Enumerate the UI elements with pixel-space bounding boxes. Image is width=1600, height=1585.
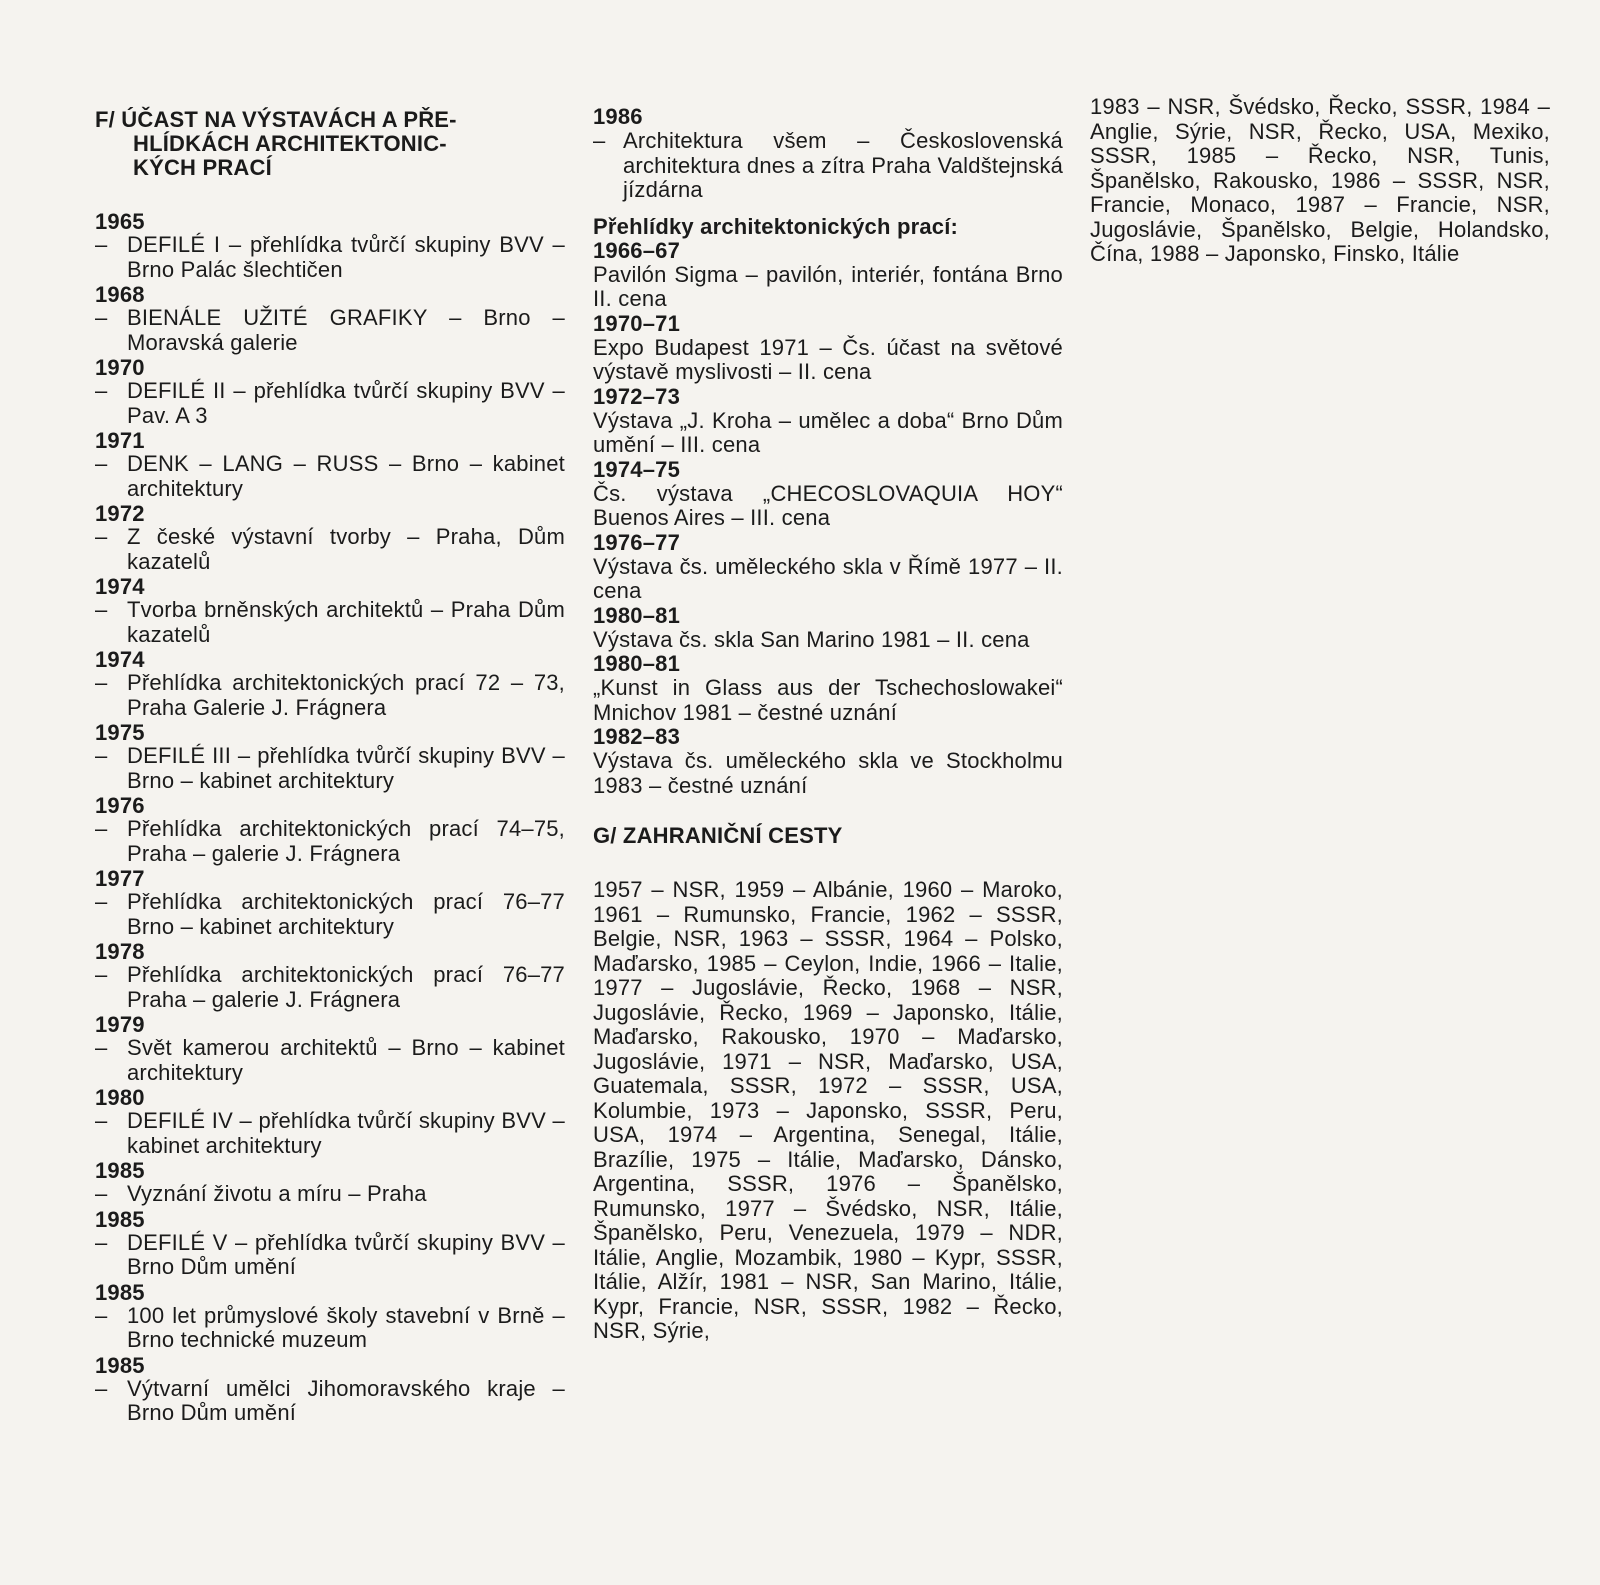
- exhibition-text: – 100 let průmyslové školy stavební v Brně – Brno technické muzeum: [95, 1302, 565, 1352]
- section-f-heading-line3: KÝCH PRACÍ: [133, 155, 272, 180]
- review-year: 1970–71: [593, 310, 681, 336]
- exhibition-text: – DEFILÉ II – přehlídka tvůrčí skupiny BVV – Pav. A 3: [95, 378, 565, 428]
- exhibition-year: 1985: [95, 1206, 145, 1232]
- exhibition-year: 1968: [95, 282, 145, 307]
- review-year: 1980–81: [593, 602, 681, 628]
- exhibition-text: – Tvorba brněnských architektů – Praha Dům kazatelů: [95, 597, 565, 647]
- exhibition-text: – Svět kamerou architektů – Brno – kabinet architektury: [95, 1035, 565, 1085]
- exhibition-text: – Přehlídka architektonických prací 76–77 Brno – kabinet architektury: [95, 889, 565, 939]
- exhibition-year: 1979: [95, 1012, 145, 1037]
- exhibition-text: – DENK – LANG – RUSS – Brno – kabinet architektury: [95, 451, 565, 501]
- exhibition-year: 1972: [95, 501, 145, 526]
- column-exhibitions: [95, 108, 565, 1427]
- exhibition-text: – DEFILÉ V – přehlídka tvůrčí skupiny BVV – Brno Dům umění: [95, 1229, 565, 1279]
- exhibition-year: 1965: [95, 209, 145, 234]
- travel-continued-text: 1983 – NSR, Švédsko, Řecko, SSSR, 1984 – Anglie, Sýrie, NSR, Řecko, USA, Mexiko, SSSR, 1985 – Řecko, NSR, Tunis, Španělsko, Rakousko, 1986 – SSSR, NSR, Francie, Monaco, 1987 – Francie, NSR, Jugoslávie, Španělsko, Belgie, Holandsko, Čína, 1988 – Japonsko, Finsko, Itálie: [1090, 94, 1550, 266]
- exhibition-year: 1985: [95, 1279, 145, 1305]
- exhibition-year: 1974: [95, 647, 145, 672]
- review-text: Výstava čs. skla San Marino 1981 – II. cena: [593, 626, 1030, 652]
- exhibition-year: 1985: [95, 1352, 145, 1378]
- review-year: 1976–77: [593, 529, 681, 555]
- exhibition-text: – Vyznání životu a míru – Praha: [95, 1181, 427, 1206]
- review-year: 1980–81: [593, 651, 681, 676]
- exhibition-year: 1974: [95, 574, 145, 599]
- review-text: Čs. výstava „CHECOSLOVAQUIA HOY“ Buenos Aires – III. cena: [593, 480, 1063, 530]
- exhibition-year: 1970: [95, 355, 145, 380]
- exhibition-text: – Přehlídka architektonických prací 76–77 Praha – galerie J. Frágnera: [95, 962, 565, 1012]
- review-year: 1974–75: [593, 456, 681, 482]
- review-year: 1966–67: [593, 237, 681, 263]
- exhibition-text: – Architektura všem – Československá architektura dnes a zítra Praha Valdštejnská jízdárna: [593, 128, 1063, 202]
- reviews-heading: Přehlídky architektonických prací:: [593, 213, 959, 239]
- exhibition-list: [95, 210, 565, 1426]
- section-f-heading: [95, 108, 565, 180]
- review-text: Výstava čs. uměleckého skla ve Stockholmu 1983 – čestné uznání: [593, 748, 1063, 798]
- review-year: 1972–73: [593, 383, 681, 409]
- exhibition-year: 1976: [95, 793, 145, 818]
- exhibition-text: – BIENÁLE UŽITÉ GRAFIKY – Brno – Moravská galerie: [95, 305, 565, 355]
- review-year: 1982–83: [593, 724, 681, 749]
- section-g-heading: G/ ZAHRANIČNÍ CESTY: [593, 823, 843, 848]
- exhibition-year: 1986: [593, 104, 643, 129]
- exhibition-text: – DEFILÉ I – přehlídka tvůrčí skupiny BVV – Brno Palác šlechtičen: [95, 232, 565, 282]
- exhibition-year: 1971: [95, 428, 145, 453]
- exhibition-year: 1975: [95, 720, 145, 745]
- section-f-heading-line2: HLÍDKÁCH ARCHITEKTONIC-: [133, 131, 447, 156]
- review-text: Pavilón Sigma – pavilón, interiér, fontána Brno II. cena: [593, 261, 1063, 311]
- exhibition-text: – Z české výstavní tvorby – Praha, Dům kazatelů: [95, 524, 565, 574]
- exhibition-text: – Přehlídka architektonických prací 72 – 73, Praha Galerie J. Frágnera: [95, 670, 565, 720]
- section-g-text: 1957 – NSR, 1959 – Albánie, 1960 – Maroko, 1961 – Rumunsko, Francie, 1962 – SSSR, Belgie, NSR, 1963 – SSSR, 1964 – Polsko, Maďarsko, 1985 – Ceylon, Indie, 1966 – Italie, 1977 – Jugoslávie, Řecko, 1968 – NSR, Jugoslávie, Řecko, 1969 – Japonsko, Itálie, Maďarsko, Rakousko, 1970 – Maďarsko, Jugoslávie, 1971 – NSR, Maďarsko, USA, Guatemala, SSSR, 1972 – SSSR, USA, Kolumbie, 1973 – Japonsko, SSSR, Peru, USA, 1974 – Argentina, Senegal, Itálie, Brazílie, 1975 – Itálie, Maďarsko, Dánsko, Argentina, SSSR, 1976 – Španělsko, Rumunsko, 1977 – Švédsko, NSR, Itálie, Španělsko, Peru, Venezuela, 1979 – NDR, Itálie, Anglie, Mozambik, 1980 – Kypr, SSSR, Itálie, Alžír, 1981 – NSR, San Marino, Itálie, Kypr, Francie, NSR, SSSR, 1982 – Řecko, NSR, Sýrie,: [593, 877, 1063, 1343]
- review-text: Výstava čs. uměleckého skla v Římě 1977 – II. cena: [593, 553, 1063, 603]
- review-text: Expo Budapest 1971 – Čs. účast na světové výstavě myslivosti – II. cena: [593, 334, 1063, 384]
- exhibition-year: 1980: [95, 1085, 145, 1110]
- exhibition-text: – DEFILÉ IV – přehlídka tvůrčí skupiny BVV – kabinet architektury: [95, 1108, 565, 1158]
- exhibition-year: 1977: [95, 866, 145, 891]
- exhibition-text: – DEFILÉ III – přehlídka tvůrčí skupiny BVV – Brno – kabinet architektury: [95, 743, 565, 793]
- exhibition-year: 1985: [95, 1158, 145, 1183]
- reviews-list: [593, 239, 1063, 799]
- exhibition-year: 1978: [95, 939, 145, 964]
- section-f-heading-line1: F/ ÚČAST NA VÝSTAVÁCH A PŘE-: [95, 107, 457, 132]
- exhibition-text: – Výtvarní umělci Jihomoravského kraje – Brno Dům umění: [95, 1375, 565, 1425]
- review-text: Výstava „J. Kroha – umělec a doba“ Brno Dům umění – III. cena: [593, 407, 1063, 457]
- column-awards-travel: [593, 105, 1063, 1344]
- exhibition-text: – Přehlídka architektonických prací 74–75, Praha – galerie J. Frágnera: [95, 816, 565, 866]
- column-travel-continued: [1090, 95, 1550, 267]
- review-text: „Kunst in Glass aus der Tschechoslowakei“ Mnichov 1981 – čestné uznání: [593, 675, 1063, 725]
